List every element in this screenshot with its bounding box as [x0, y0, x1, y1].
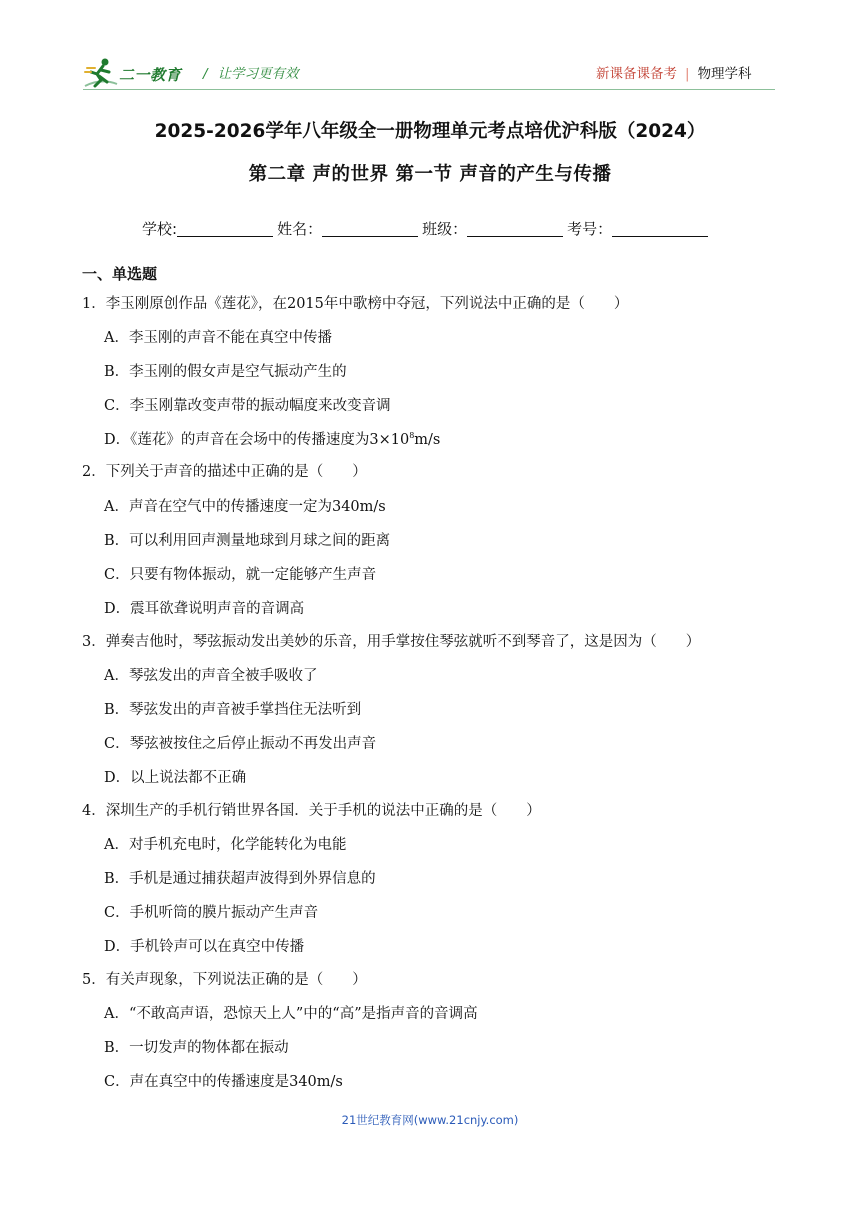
school-label: 学校: [142, 220, 178, 238]
logo-text: 二一教育 [119, 66, 182, 84]
class-field[interactable] [467, 218, 563, 237]
question-option: C．手机听筒的膜片振动产生声音 [104, 905, 319, 921]
question-option: C．李玉刚靠改变声带的振动幅度来改变音调 [104, 398, 391, 414]
student-info-row [142, 218, 712, 239]
tag-separator: | [685, 66, 690, 82]
slogan [203, 62, 299, 82]
question-option: B．可以利用回声测量地球到月球之间的距离 [104, 533, 391, 549]
question-option: D．震耳欲聋说明声音的音调高 [104, 601, 305, 617]
exponent: 8 [409, 431, 415, 441]
question-stem: 4．深圳生产的手机行销世界各国．关于手机的说法中正确的是（ ） [82, 803, 541, 819]
question-option: A．“不敢高声语，恐惊天上人”中的“高”是指声音的音调高 [104, 1006, 478, 1022]
question-option: A．对手机充电时，化学能转化为电能 [104, 837, 347, 853]
question-option [104, 428, 440, 449]
page-header [0, 0, 860, 100]
page-title: 2025-2026学年八年级全一册物理单元考点培优沪科版（2024） [154, 121, 706, 142]
question-option: B．一切发声的物体都在振动 [104, 1040, 289, 1056]
number-field[interactable] [612, 218, 708, 237]
question-option: C．只要有物体振动，就一定能够产生声音 [104, 567, 377, 583]
option-unit: m/s [414, 432, 441, 448]
number-label: 考号： [567, 220, 613, 238]
question-option: B．李玉刚的假女声是空气振动产生的 [104, 364, 347, 380]
header-divider [83, 89, 775, 90]
section-title: 一、单选题 [82, 265, 158, 283]
question-option: D．以上说法都不正确 [104, 770, 247, 786]
question-option: C．琴弦被按住之后停止振动不再发出声音 [104, 736, 377, 752]
subject-tag [596, 62, 752, 82]
question-stem: 5．有关声现象，下列说法正确的是（ ） [82, 972, 367, 988]
question-option: C．声在真空中的传播速度是340m/s [104, 1074, 343, 1090]
class-label: 班级： [422, 220, 468, 238]
question-option: B．琴弦发出的声音被手掌挡住无法听到 [104, 702, 362, 718]
question-option: A．声音在空气中的传播速度一定为340m/s [104, 499, 386, 515]
school-field[interactable] [177, 218, 273, 237]
question-stem: 3．弹奏吉他时，琴弦振动发出美妙的乐音，用手掌按住琴弦就听不到琴音了，这是因为（ ） [82, 634, 701, 650]
question-stem: 1．李玉刚原创作品《莲花》，在2015年中歌榜中夺冠，下列说法中正确的是（ ） [82, 296, 629, 312]
name-label: 姓名： [277, 220, 323, 238]
page-subtitle: 第二章 声的世界 第一节 声音的产生与传播 [248, 164, 612, 185]
page-footer: 21世纪教育网(www.21cnjy.com) [341, 1113, 519, 1127]
logo [83, 56, 193, 92]
slogan-slash: / [203, 66, 208, 82]
question-option: B．手机是通过捕获超声波得到外界信息的 [104, 871, 376, 887]
tag-left: 新课备课备考 [596, 66, 677, 82]
slogan-text: 让学习更有效 [217, 66, 299, 82]
option-text: D．《莲花》的声音在会场中的传播速度为3×10 [104, 432, 410, 448]
name-field[interactable] [322, 218, 418, 237]
question-stem: 2．下列关于声音的描述中正确的是（ ） [82, 464, 367, 480]
tag-right: 物理学科 [697, 66, 752, 82]
question-option: A．李玉刚的声音不能在真空中传播 [104, 330, 332, 346]
question-option: D．手机铃声可以在真空中传播 [104, 939, 305, 955]
runner-logo-icon [83, 56, 119, 90]
question-option: A．琴弦发出的声音全被手吸收了 [104, 668, 318, 684]
